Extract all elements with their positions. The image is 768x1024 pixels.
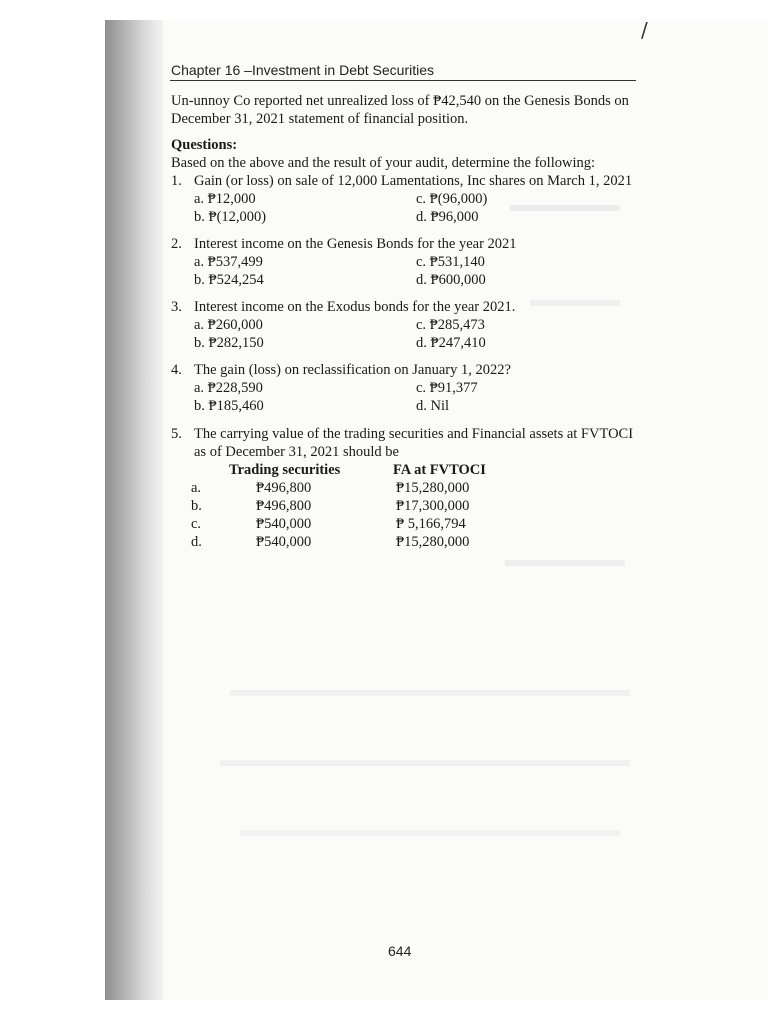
row-letter: c.: [191, 516, 202, 532]
option-c: c. ₱(96,000): [416, 191, 488, 207]
option-a: a. ₱228,590: [194, 380, 263, 396]
chapter-title: Chapter 16 –Investment in Debt Securities: [171, 62, 435, 78]
page-number: 644: [388, 943, 412, 959]
option-d: d. Nil: [416, 398, 450, 414]
column-header-trading-securities: Trading securities: [229, 462, 341, 478]
question-number: 1.: [171, 173, 182, 189]
question-text: The carrying value of the trading securities and Financial assets at FVTOCI: [194, 426, 634, 442]
option-d: d. ₱96,000: [416, 209, 479, 225]
corner-mark: /: [641, 18, 648, 42]
question-number: 5.: [171, 426, 182, 442]
bleed-through: [220, 760, 630, 766]
fa-fvtoci-value: ₱15,280,000: [396, 534, 470, 550]
option-b: b. ₱185,460: [194, 398, 264, 414]
question-number: 2.: [171, 236, 182, 252]
trading-securities-value: ₱540,000: [256, 516, 312, 532]
option-b: b. ₱524,254: [194, 272, 264, 288]
fa-fvtoci-value: ₱17,300,000: [396, 498, 470, 514]
trading-securities-value: ₱540,000: [256, 534, 312, 550]
instruction: Based on the above and the result of your audit, determine the following:: [171, 155, 596, 171]
option-b: b. ₱282,150: [194, 335, 264, 351]
bleed-through: [230, 690, 630, 696]
option-c: c. ₱531,140: [416, 254, 485, 270]
bleed-through: [530, 300, 620, 306]
fa-fvtoci-value: ₱15,280,000: [396, 480, 470, 496]
option-a: a. ₱537,499: [194, 254, 263, 270]
question-text: Gain (or loss) on sale of 12,000 Lamentations, Inc shares on March 1, 2021: [194, 173, 633, 189]
intro-line-2: December 31, 2021 statement of financial position.: [171, 111, 469, 127]
column-header-fa-fvtoci: FA at FVTOCI: [393, 462, 486, 478]
header-rule: [170, 80, 636, 81]
option-a: a. ₱260,000: [194, 317, 263, 333]
bleed-through: [505, 560, 625, 566]
option-b: b. ₱(12,000): [194, 209, 267, 225]
question-text: Interest income on the Genesis Bonds for the year 2021: [194, 236, 517, 252]
question-number: 3.: [171, 299, 182, 315]
row-letter: a.: [191, 480, 202, 496]
row-letter: b.: [191, 498, 202, 514]
bleed-through: [510, 205, 620, 211]
question-text-continued: as of December 31, 2021 should be: [194, 444, 399, 460]
row-letter: d.: [191, 534, 202, 550]
trading-securities-value: ₱496,800: [256, 498, 312, 514]
bleed-through: [240, 830, 620, 836]
option-d: d. ₱600,000: [416, 272, 486, 288]
question-text: The gain (loss) on reclassification on January 1, 2022?: [194, 362, 511, 378]
option-a: a. ₱12,000: [194, 191, 256, 207]
page-shadow-edge: [105, 20, 163, 1000]
question-text: Interest income on the Exodus bonds for the year 2021.: [194, 299, 516, 315]
fa-fvtoci-value: ₱ 5,166,794: [396, 516, 466, 532]
question-number: 4.: [171, 362, 182, 378]
option-d: d. ₱247,410: [416, 335, 486, 351]
option-c: c. ₱285,473: [416, 317, 485, 333]
intro-line-1: Un-unnoy Co reported net unrealized loss of ₱42,540 on the Genesis Bonds on: [171, 93, 629, 109]
trading-securities-value: ₱496,800: [256, 480, 312, 496]
questions-heading: Questions:: [171, 137, 238, 153]
option-c: c. ₱91,377: [416, 380, 478, 396]
